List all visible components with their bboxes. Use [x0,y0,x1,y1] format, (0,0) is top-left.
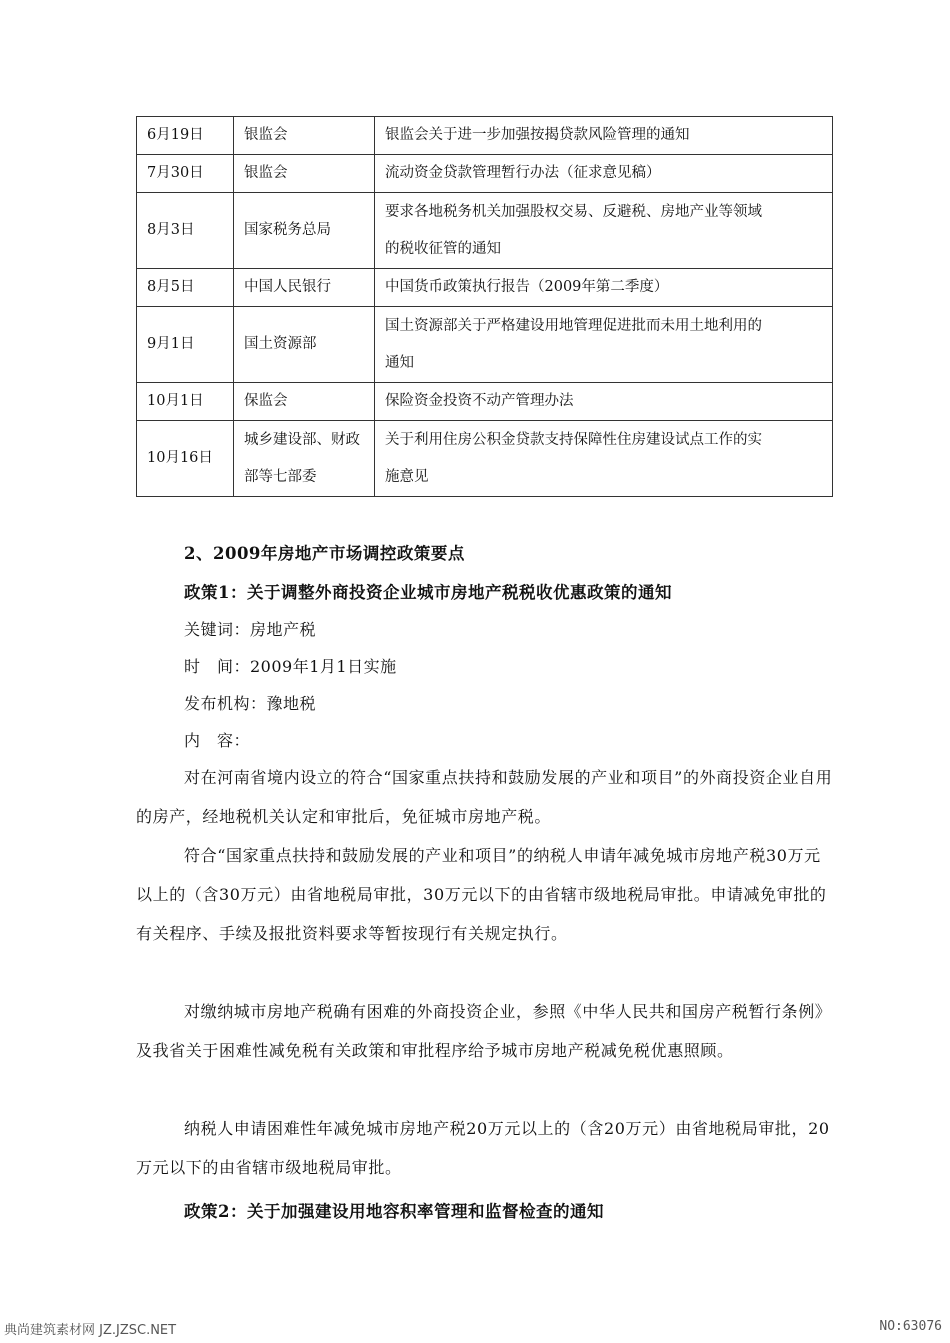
table-cell-date: 9月1日 [137,307,234,383]
table-cell-date: 8月5日 [137,269,234,307]
section-title: 2、2009年房地产市场调控政策要点 [184,544,465,563]
footer-watermark: 典尚建筑素材网 JZ.JZSC.NET [4,1323,177,1338]
doc-line: 国土资源部关于严格建设用地管理促进批而未用土地利用的 [385,317,762,334]
footer-number: NO:63076 [879,1319,942,1334]
table-cell-doc: 保险资金投资不动产管理办法 [375,383,833,421]
table-cell-org: 银监会 [234,155,375,193]
table-cell-doc [375,193,833,269]
table-cell-org: 国家税务总局 [234,193,375,269]
table-row [137,307,833,383]
table-cell-date: 8月3日 [137,193,234,269]
policy1-content-label: 内 容： [184,731,251,750]
doc-line: 要求各地税务机关加强股权交易、反避税、房地产业等领域 [385,203,762,220]
table-row [137,421,833,497]
table-cell-date: 6月19日 [137,117,234,155]
table-row [137,269,833,307]
policy1-paragraph: 纳税人申请困难性年减免城市房地产税20万元以上的（含20万元）由省地税局审批，20万元以下的由省辖市级地税局审批。 [136,1119,830,1177]
table-cell-date: 10月16日 [137,421,234,497]
doc-line: 的税收征管的通知 [385,240,501,257]
policy1-agency: 发布机构：豫地税 [184,694,317,713]
table-row [137,117,833,155]
org-line: 部等七部委 [244,468,317,485]
table-cell-doc: 中国货币政策执行报告（2009年第二季度） [375,269,833,307]
table-cell-date: 7月30日 [137,155,234,193]
table-cell-date: 10月1日 [137,383,234,421]
org-line: 城乡建设部、财政 [244,431,360,448]
table-cell-org: 中国人民银行 [234,269,375,307]
policy1-paragraph: 对在河南省境内设立的符合“国家重点扶持和鼓励发展的产业和项目”的外商投资企业自用的房产，经地税机关认定和审批后，免征城市房地产税。 [136,768,833,826]
policy1-time: 时 间：2009年1月1日实施 [184,657,397,676]
table-cell-doc: 银监会关于进一步加强按揭贷款风险管理的通知 [375,117,833,155]
doc-line: 通知 [385,354,414,371]
table-cell-doc [375,307,833,383]
table-cell-org [234,421,375,497]
doc-line: 关于利用住房公积金贷款支持保障性住房建设试点工作的实 [385,431,762,448]
table-cell-org: 国土资源部 [234,307,375,383]
table-cell-doc: 流动资金贷款管理暂行办法（征求意见稿） [375,155,833,193]
policy1-title: 政策1：关于调整外商投资企业城市房地产税税收优惠政策的通知 [184,583,672,602]
doc-line: 施意见 [385,468,429,485]
table-row [137,193,833,269]
table-cell-org: 银监会 [234,117,375,155]
table-row [137,383,833,421]
policy1-paragraph: 对缴纳城市房地产税确有困难的外商投资企业，参照《中华人民共和国房产税暂行条例》及我省关于困难性减免税有关政策和审批程序给予城市房地产税减免税优惠照顾。 [136,1002,832,1060]
table-cell-org: 保监会 [234,383,375,421]
policy-table [136,116,833,497]
policy1-keyword: 关键词：房地产税 [184,620,317,639]
table-row [137,155,833,193]
policy2-title: 政策2：关于加强建设用地容积率管理和监督检查的通知 [184,1202,604,1221]
policy1-paragraph: 符合“国家重点扶持和鼓励发展的产业和项目”的纳税人申请年减免城市房地产税30万元以上的（含30万元）由省地税局审批，30万元以下的由省辖市级地税局审批。申请减免审批的有关程序、手续及报批资料要求等暂按现行有关规定执行。 [136,846,827,943]
table-cell-doc [375,421,833,497]
